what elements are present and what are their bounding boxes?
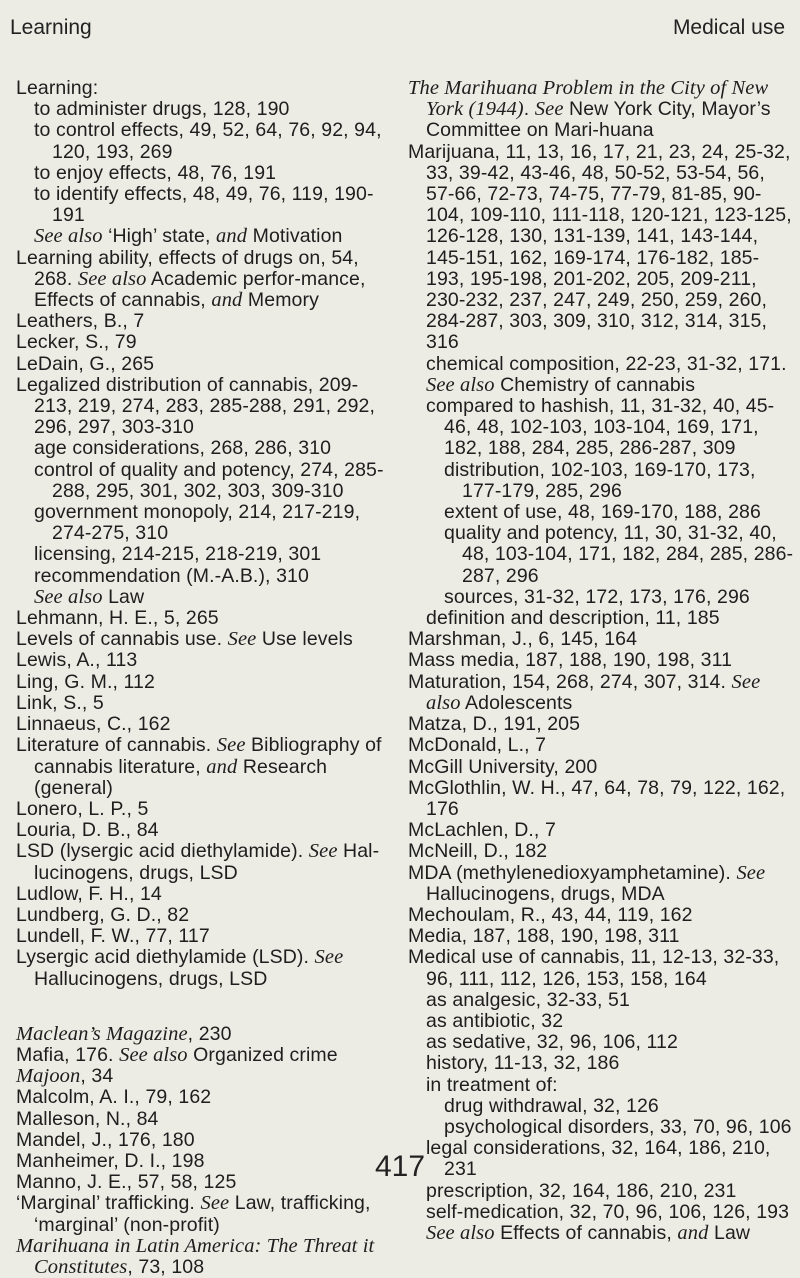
entry-text: extent of use, 48, 169-170, 188, 286 [444,501,761,524]
index-entry [408,629,794,650]
entry-text: McLachlen, D., 7 [408,819,556,842]
entry-text: LSD (lysergic acid diethylamide). [16,840,309,863]
entry-text: recommendation (M.-A.B.), 310 [34,564,309,587]
index-column-right [408,78,794,1244]
entry-text: definition and description, 11, 185 [426,607,720,630]
index-entry [408,78,794,142]
index-subentry [408,460,794,502]
page-number: 417 [374,1150,426,1183]
index-entry [408,841,794,862]
entry-text: Hallucinogens, drugs, MDA [426,882,665,905]
entry-text: Law [708,1221,751,1244]
entry-text: Lysergic acid diethylamide (LSD). [16,946,315,969]
index-subentry [16,226,384,247]
entry-text: Learning ability, effects of drugs on, 54, 268. [16,246,359,290]
entry-text: as analgesic, 32-33, 51 [426,988,630,1011]
index-subentry [408,1032,794,1053]
entry-text: Law [102,585,145,608]
index-entry [16,1130,384,1151]
italic-text: and [211,289,243,312]
index-entry [16,1193,384,1235]
index-entry [16,1045,384,1066]
index-subentry [408,396,794,460]
index-subentry [16,502,384,544]
entry-text: Lecker, S., 79 [16,331,137,354]
italic-text: See [200,1192,230,1215]
index-subentry [16,544,384,565]
index-subentry [408,1117,794,1138]
entry-text: to identify effects, 48, 49, 76, 119, 190-191 [34,183,374,227]
entry-text: Malcolm, A. I., 79, 162 [16,1086,212,1109]
index-entry [16,354,384,375]
running-head-right: Medical use [672,16,785,39]
entry-text: McGill University, 200 [408,755,598,778]
section-gap [16,990,384,1024]
entry-text: Manheimer, D. I., 198 [16,1149,205,1172]
index-subentry [408,375,794,396]
index-subentry [408,608,794,629]
index-subentry [408,1053,794,1074]
index-entry [16,735,384,799]
entry-text: Marshman, J., 6, 145, 164 [408,628,638,651]
index-entry [16,884,384,905]
italic-text: See also [77,267,147,290]
index-entry [408,142,794,354]
entry-text: distribution, 102-103, 169-170, 173, 177-179, 285, 296 [444,458,756,502]
entry-text: Hallucinogens, drugs, LSD [34,967,268,990]
italic-text: Marihuana in Latin America: The Threat it Constitutes [16,1234,375,1278]
italic-text: See also [34,225,103,248]
italic-text: See also [426,1221,495,1244]
running-head-left: Learning [10,16,92,39]
index-entry [408,735,794,756]
index-entry [16,1109,384,1130]
entry-text: Legalized distribution of cannabis, 209-213, 219, 274, 283, 285-288, 291, 292, 296, 297, 303-310 [16,373,376,439]
italic-text: and [206,755,238,778]
index-subentry [408,1223,794,1244]
entry-text: Leathers, B., 7 [16,310,145,333]
entry-text: Literature of cannabis. [16,734,217,757]
entry-text: self-medication, 32, 70, 96, 106, 126, 193 [426,1200,790,1223]
entry-text: quality and potency, 11, 30, 31-32, 40, 48, 103-104, 171, 182, 284, 285, 286-287, 296 [444,522,794,587]
italic-text: Majoon [16,1065,81,1088]
entry-text: Learning: [16,77,99,99]
index-subentry [16,99,384,120]
italic-text: See [314,946,344,969]
entry-text: Memory [242,289,319,312]
index-entry [16,1236,384,1278]
index-subentry [408,523,794,587]
index-subentry [16,587,384,608]
entry-text: to control effects, 49, 52, 64, 76, 92, 94, 120, 193, 269 [34,119,382,163]
entry-text: Lehmann, H. E., 5, 265 [16,607,219,630]
entry-text: McDonald, L., 7 [408,734,547,757]
index-entry [16,1024,384,1045]
entry-text: to administer drugs, 128, 190 [34,98,290,121]
index-entry [16,947,384,989]
entry-text: control of quality and potency, 274, 285-288, 295, 301, 302, 303, 309-310 [34,458,384,502]
entry-text: , 73, 108 [127,1255,205,1278]
index-entry [16,693,384,714]
index-subentry [16,120,384,162]
entry-text: Marijuana, 11, 13, 16, 17, 21, 23, 24, 25-32, 33, 39-42, 43-46, 48, 50-52, 53-54, 56, 57-66, 72-73, 74-75, 77-79, 81-85, 90-104, 109-110, 111-118, 120-121, 123-125, 126-128, 130, 131-139, 141, 143-144, 145-151, 162, 169-174, 176-182, 185-193, 195-198, 201-202, 205, 209-211, 230-232, 237, 247, 249, 250, 259, 260, 284-287, 303, 309, 310, 312, 314, 315, 316 [408,140,792,354]
entry-text: Effects of cannabis, [494,1221,678,1244]
entry-text: licensing, 214-215, 218-219, 301 [34,543,322,566]
index-entry [16,311,384,332]
entry-text: Use levels [256,628,353,651]
index-entry [408,863,794,905]
index-subentry [16,566,384,587]
entry-text: Mechoulam, R., 43, 44, 119, 162 [408,903,693,926]
entry-text: Lundell, F. W., 77, 117 [16,925,210,948]
italic-text: See also [426,670,761,714]
entry-text: history, 11-13, 32, 186 [426,1052,620,1075]
entry-text: Medical use of cannabis, 11, 12-13, 32-33, 96, 111, 112, 126, 153, 158, 164 [408,946,780,990]
entry-text: Research (general) [34,755,328,799]
entry-text: government monopoly, 214, 217-219, 274-275, 310 [34,501,361,545]
index-column-left [16,78,384,1278]
index-subentry [16,460,384,502]
entry-text: Hal-lucinogens, drugs, LSD [34,840,380,884]
entry-text: ‘Marginal’ trafficking. [16,1192,201,1215]
italic-text: and [677,1221,709,1244]
index-subentry [408,502,794,523]
index-subentry [408,1096,794,1117]
entry-text: , 34 [80,1065,114,1088]
entry-text: . [523,98,535,121]
entry-text: Maturation, 154, 268, 274, 307, 314. [408,670,732,693]
entry-text: Academic perfor-mance, Effects of cannabis, [34,267,366,312]
entry-text: Ludlow, F. H., 14 [16,882,162,905]
entry-text: LeDain, G., 265 [16,352,155,375]
entry-text: to enjoy effects, 48, 76, 191 [34,161,277,184]
index-entry [16,1066,384,1087]
entry-text: Bibliography of cannabis literature, [34,734,382,778]
index-entry [16,650,384,671]
index-entry [16,799,384,820]
index-subentry [408,1075,794,1096]
index-entry [408,757,794,778]
index-entry [16,608,384,629]
index-entry [16,926,384,947]
entry-text: Law, trafficking, ‘marginal’ (non-profit) [34,1192,371,1236]
italic-text: See also [426,373,495,396]
italic-text: See [227,628,257,651]
index-subentry [408,1202,794,1223]
italic-text: The Marihuana Problem in the City of New York (1944) [408,77,769,121]
entry-text: Adolescents [460,691,573,714]
index-subentry [16,438,384,459]
entry-text: Mandel, J., 176, 180 [16,1128,195,1151]
index-entry [408,778,794,820]
entry-text: Mafia, 176. [16,1043,120,1066]
index-subentry [16,184,384,226]
index-subentry [16,163,384,184]
entry-text: ‘High’ state, [102,225,217,248]
entry-text: prescription, 32, 164, 186, 210, 231 [426,1179,737,1202]
index-entry [16,714,384,735]
index-entry [408,905,794,926]
italic-text: Maclean’s Magazine [16,1022,188,1045]
entry-text: Ling, G. M., 112 [16,670,155,693]
index-entry [408,926,794,947]
index-entry [408,672,794,714]
entry-text: Linnaeus, C., 162 [16,713,171,736]
entry-text: in treatment of: [426,1073,558,1096]
italic-text: See [534,98,564,121]
entry-text: drug withdrawal, 32, 126 [444,1094,659,1117]
index-entry [16,820,384,841]
index-entry [408,714,794,735]
entry-text: chemical composition, 22-23, 31-32, 171. [426,352,787,375]
index-entry [408,650,794,671]
italic-text: See [216,734,246,757]
entry-text: McNeill, D., 182 [408,840,548,863]
index-entry [16,375,384,439]
index-entry [16,1087,384,1108]
entry-text: Organized crime [187,1043,338,1066]
index-entry [16,332,384,353]
entry-text: age considerations, 268, 286, 310 [34,437,332,460]
entry-text: Motivation [247,225,343,248]
entry-text: Lundberg, G. D., 82 [16,903,190,926]
entry-text: , 230 [187,1022,232,1045]
entry-text: Lewis, A., 113 [16,649,138,672]
italic-text: See [308,840,338,863]
entry-text: legal considerations, 32, 164, 186, 210, 231 [426,1137,771,1181]
index-entry [408,947,794,989]
index-subentry [408,587,794,608]
entry-text: New York City, Mayor’s Committee on Mari-huana [426,98,771,142]
index-entry [16,629,384,650]
italic-text: See also [119,1043,188,1066]
index-subentry [408,1011,794,1032]
entry-text: Matza, D., 191, 205 [408,713,581,736]
italic-text: and [216,225,248,248]
italic-text: See [736,861,766,884]
index-entry [16,841,384,883]
index-subentry [408,354,794,375]
entry-text: as antibiotic, 32 [426,1009,564,1032]
entry-text: Louria, D. B., 84 [16,819,159,842]
index-entry [408,820,794,841]
entry-text: compared to hashish, 11, 31-32, 40, 45-46, 48, 102-103, 103-104, 169, 171, 182, 188, 284, 285, 286-287, 309 [426,395,775,460]
entry-text: Levels of cannabis use. [16,628,228,651]
entry-text: psychological disorders, 33, 70, 96, 106 [444,1115,792,1138]
index-entry [16,672,384,693]
entry-text: McGlothlin, W. H., 47, 64, 78, 79, 122, 162, 176 [408,776,786,820]
index-entry [16,248,384,312]
entry-text: Malleson, N., 84 [16,1107,159,1130]
index-entry [16,78,384,99]
entry-text: Lonero, L. P., 5 [16,797,149,820]
entry-text: MDA (methylenedioxyamphetamine). [408,861,737,884]
entry-text: Media, 187, 188, 190, 198, 311 [408,925,680,948]
entry-text: Mass media, 187, 188, 190, 198, 311 [408,649,733,672]
entry-text: Manno, J. E., 57, 58, 125 [16,1171,237,1194]
index-subentry [408,990,794,1011]
entry-text: sources, 31-32, 172, 173, 176, 296 [444,585,750,608]
index-entry [16,905,384,926]
entry-text: Link, S., 5 [16,691,104,714]
entry-text: as sedative, 32, 96, 106, 112 [426,1031,678,1054]
italic-text: See also [34,585,103,608]
entry-text: Chemistry of cannabis [494,373,696,396]
